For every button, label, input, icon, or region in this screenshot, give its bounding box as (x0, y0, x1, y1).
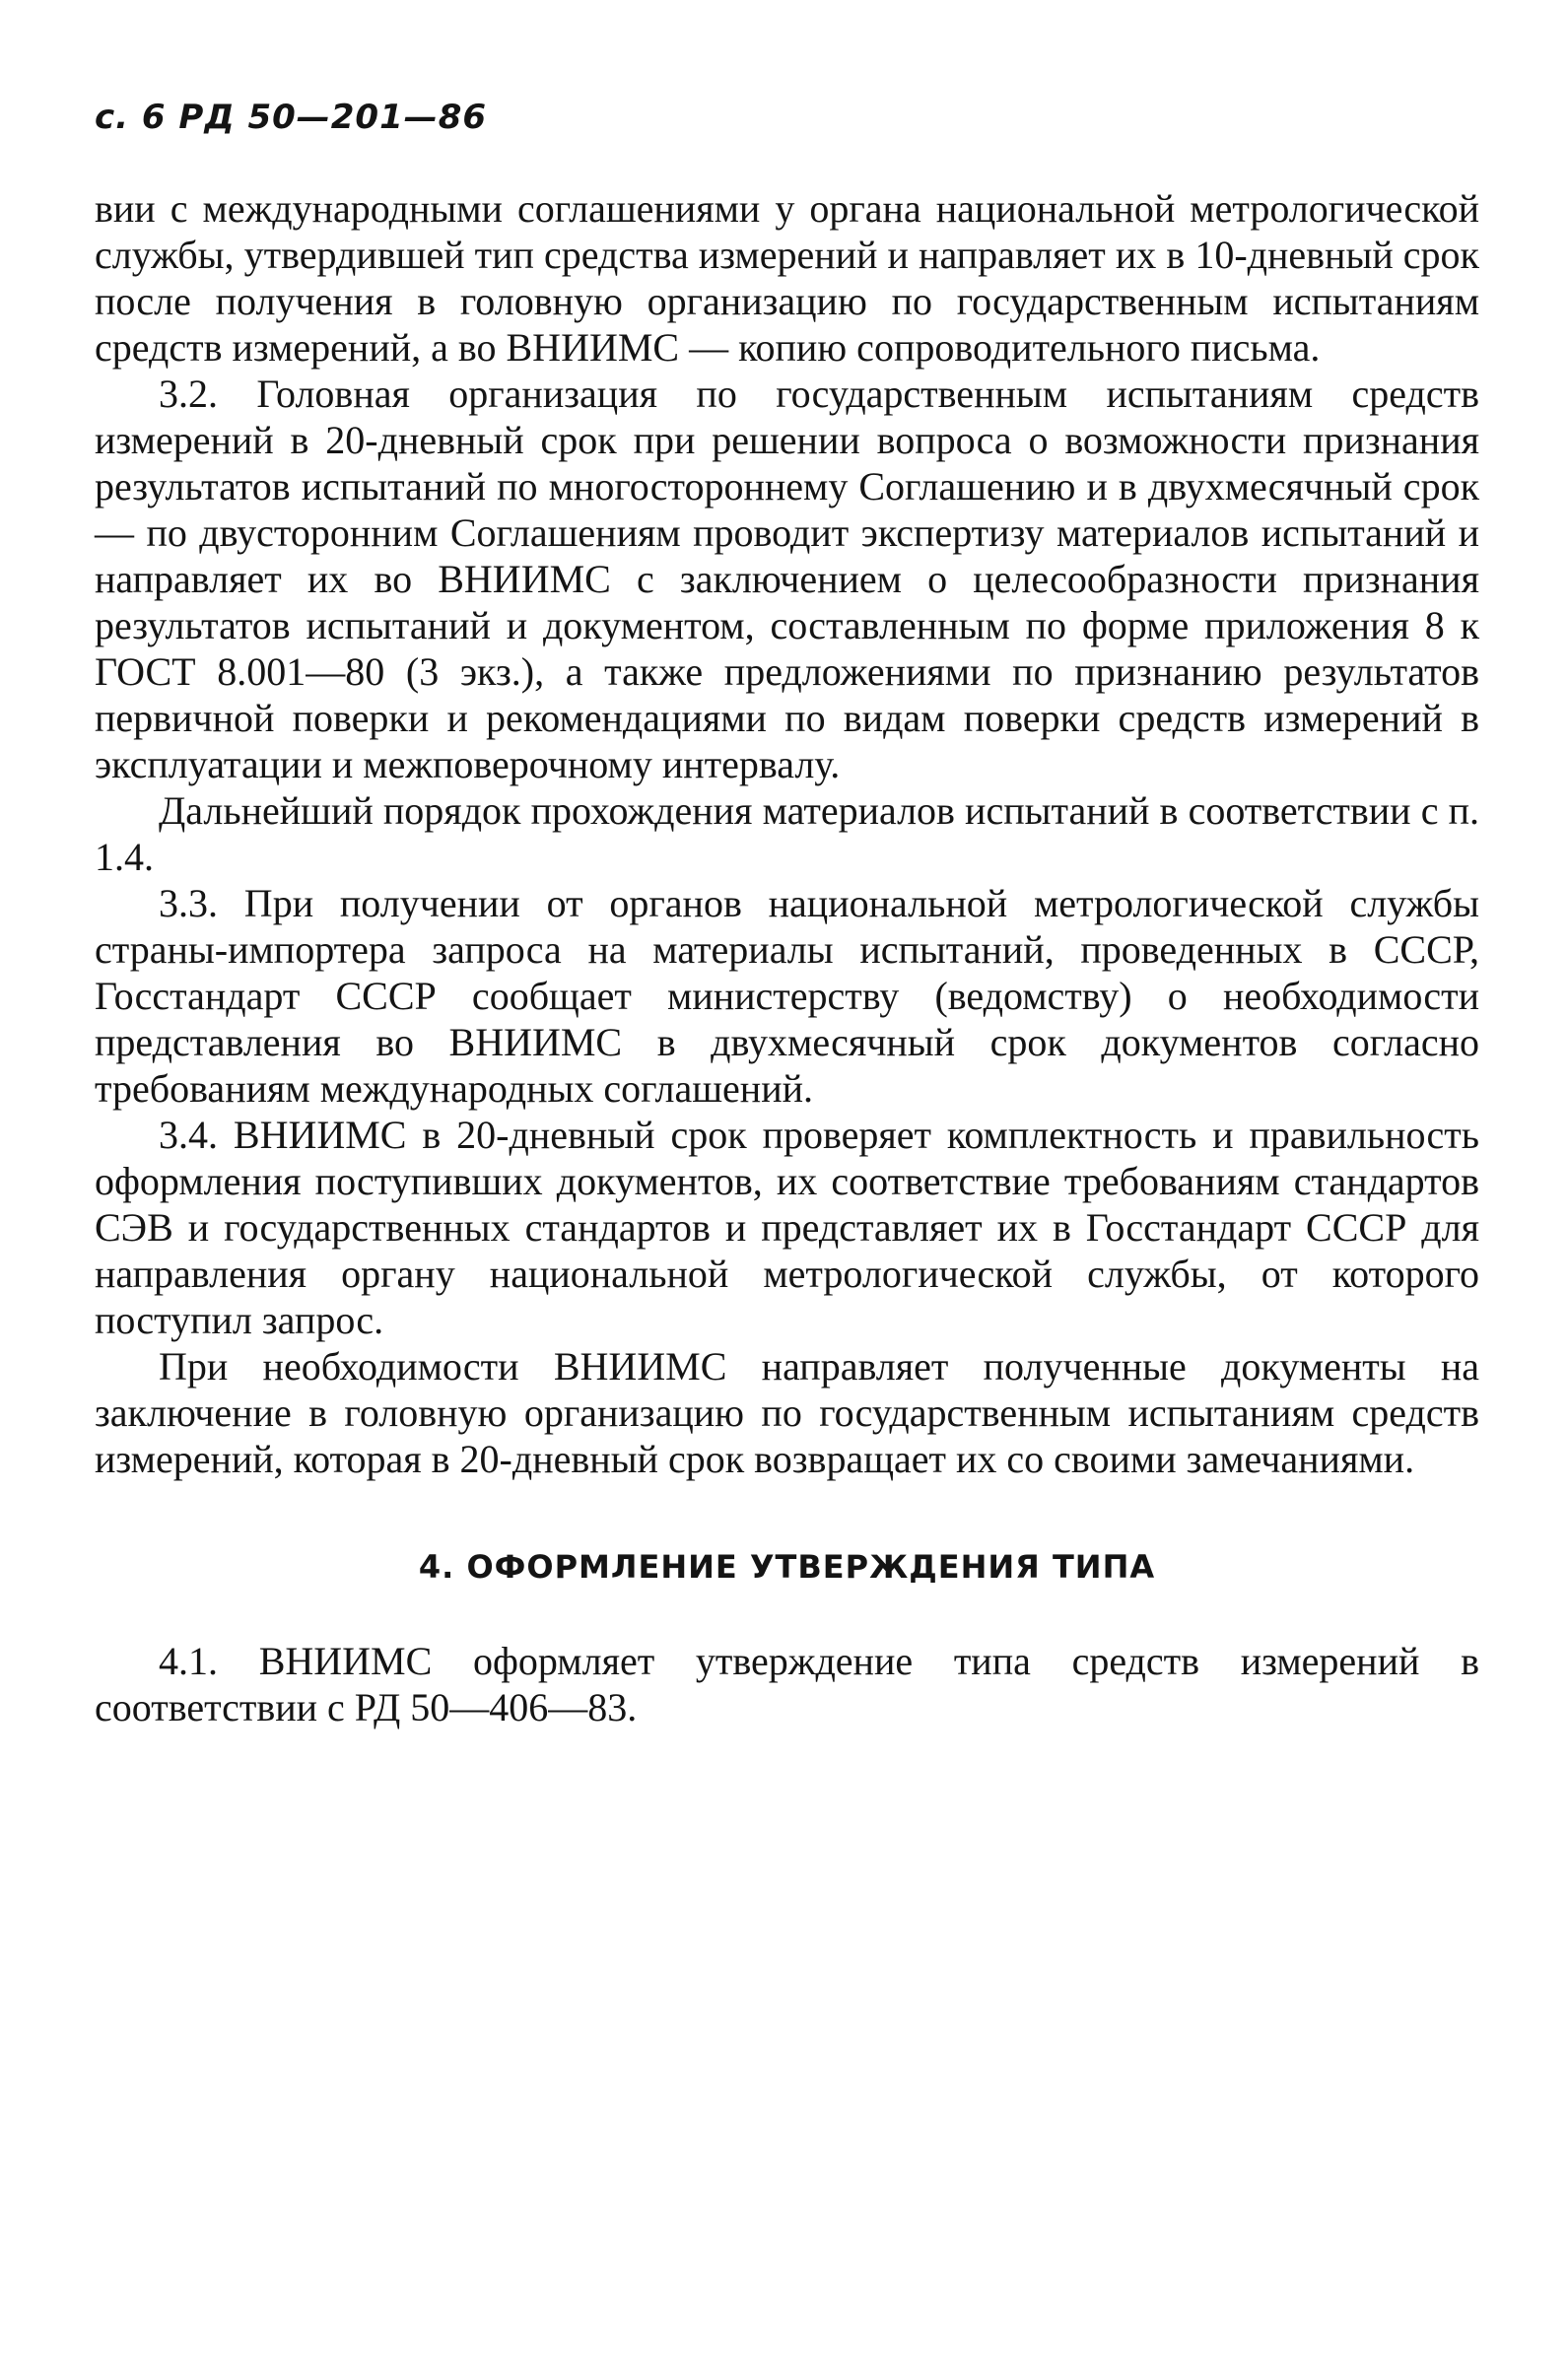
paragraph-continuation: вии с международными соглашениями у органа национальной метрологической службы, утвердившей тип средства измерений и направляет их в 10-дневный срок после получения в головную организацию по государственным испытаниям средств измерений, а во ВНИИМС — копию сопроводительного письма. (95, 186, 1479, 370)
running-head: с. 6 РД 50—201—86 (95, 98, 488, 137)
paragraph-4-1: 4.1. ВНИИМС оформляет утверждение типа средств измерений в соответствии с РД 50—406—83. (95, 1639, 1479, 1729)
section-4-title: 4. ОФОРМЛЕНИЕ УТВЕРЖДЕНИЯ ТИПА (418, 1548, 1156, 1586)
document-page (95, 98, 1479, 1730)
paragraph-3-4: 3.4. ВНИИМС в 20-дневный срок проверяет комплектность и правильность оформления поступивших документов, их соответствие требованиям стандартов СЭВ и государственных стандартов и представляет их в Госстандарт СССР для направления органу национальной метрологической службы, от которого поступил запрос. (95, 1113, 1479, 1342)
paragraph-3-2: 3.2. Головная организация по государственным испытаниям средств измерений в 20-дневный срок при решении вопроса о возможности признания результатов испытаний по многостороннему Соглашению и в двухмесячный срок — по двусторонним Соглашениям проводит экспертизу материалов испытаний и направляет их во ВНИИМС с заключением о целесообразности признания результатов испытаний и документом, составленным по форме приложения 8 к ГОСТ 8.001—80 (3 экз.), а также предложениями по признанию результатов первичной поверки и рекомендациями по видам поверки средств измерений в эксплуатации и межповерочному интервалу. (95, 372, 1479, 786)
paragraph-3-3: 3.3. При получении от органов национальной метрологической службы страны-импортера запроса на материалы испытаний, проведенных в СССР, Госстандарт СССР сообщает министерству (ведомству) о необходимости представления во ВНИИМС в двухмесячный срок документов согласно требованиям международных соглашений. (95, 881, 1479, 1111)
paragraph-if-necessary: При необходимости ВНИИМС направляет полученные документы на заключение в головную организацию по государственным испытаниям средств измерений, которая в 20-дневный срок возвращает их со своими замечаниями. (95, 1344, 1479, 1481)
paragraph-further-procedure: Дальнейший порядок прохождения материалов испытаний в соответствии с п. 1.4. (95, 788, 1479, 879)
